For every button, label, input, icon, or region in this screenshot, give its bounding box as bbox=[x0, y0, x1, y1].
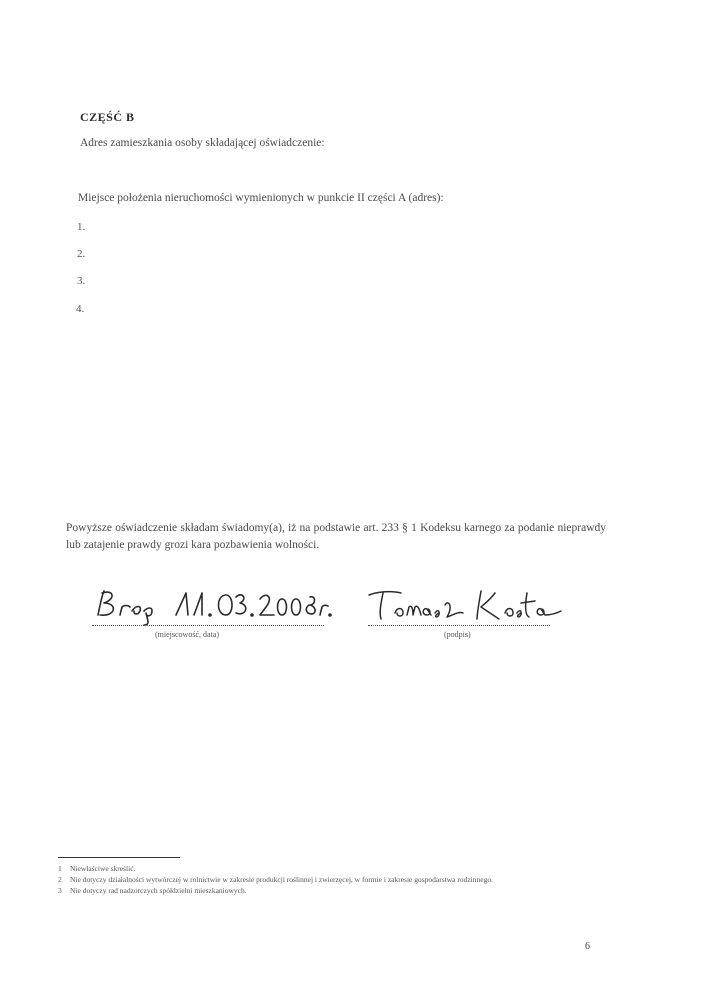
footnote-number: 1 bbox=[58, 864, 62, 873]
section-title: CZĘŚĆ B bbox=[80, 110, 135, 124]
footnote-text: Nie dotyczy działalności wytwórczej w rolnictwie w zakresie produkcji roślinnej i zwierzęcej, w formie i zakresie gospodarstwa rodzinnego. bbox=[70, 875, 493, 884]
signature-text: Tomasz Kosta bbox=[365, 585, 371, 586]
place-date-text: Brzeg 11.03.2008r. bbox=[90, 585, 98, 586]
place-date-dotted-line bbox=[92, 625, 324, 626]
address-label: Adres zamieszkania osoby składającej oświadczenie: bbox=[80, 137, 325, 149]
footnote-separator bbox=[58, 857, 180, 858]
footnote-2 bbox=[58, 875, 493, 884]
place-date-caption: (miejscowość, data) bbox=[155, 630, 219, 639]
handwritten-signature bbox=[365, 585, 565, 625]
property-location-label: Miejsce położenia nieruchomości wymienionych w punkcie II części A (adres): bbox=[78, 192, 444, 204]
footnote-number: 3 bbox=[58, 886, 62, 895]
property-item-2: 2. bbox=[77, 248, 86, 260]
page-number: 6 bbox=[585, 941, 590, 952]
footnote-1 bbox=[58, 864, 135, 873]
property-item-4: 4. bbox=[76, 303, 85, 315]
property-item-1: 1. bbox=[77, 221, 86, 233]
signature-dotted-line bbox=[368, 625, 550, 626]
property-item-3: 3. bbox=[77, 275, 86, 287]
footnote-number: 2 bbox=[58, 875, 62, 884]
footnote-text: Niewłaściwe skreślić. bbox=[70, 864, 136, 873]
footnote-text: Nie dotyczy rad nadzorczych spółdzielni mieszkaniowych. bbox=[70, 886, 247, 895]
statement-text: Powyższe oświadczenie składam świadomy(a), iż na podstawie art. 233 § 1 Kodeksu karnego za podanie nieprawdy lub zatajenie prawdy grozi kara pozbawienia wolności. bbox=[66, 522, 606, 551]
handwritten-place-date bbox=[90, 585, 330, 627]
signature-caption: (podpis) bbox=[444, 630, 471, 639]
footnote-3 bbox=[58, 886, 247, 895]
